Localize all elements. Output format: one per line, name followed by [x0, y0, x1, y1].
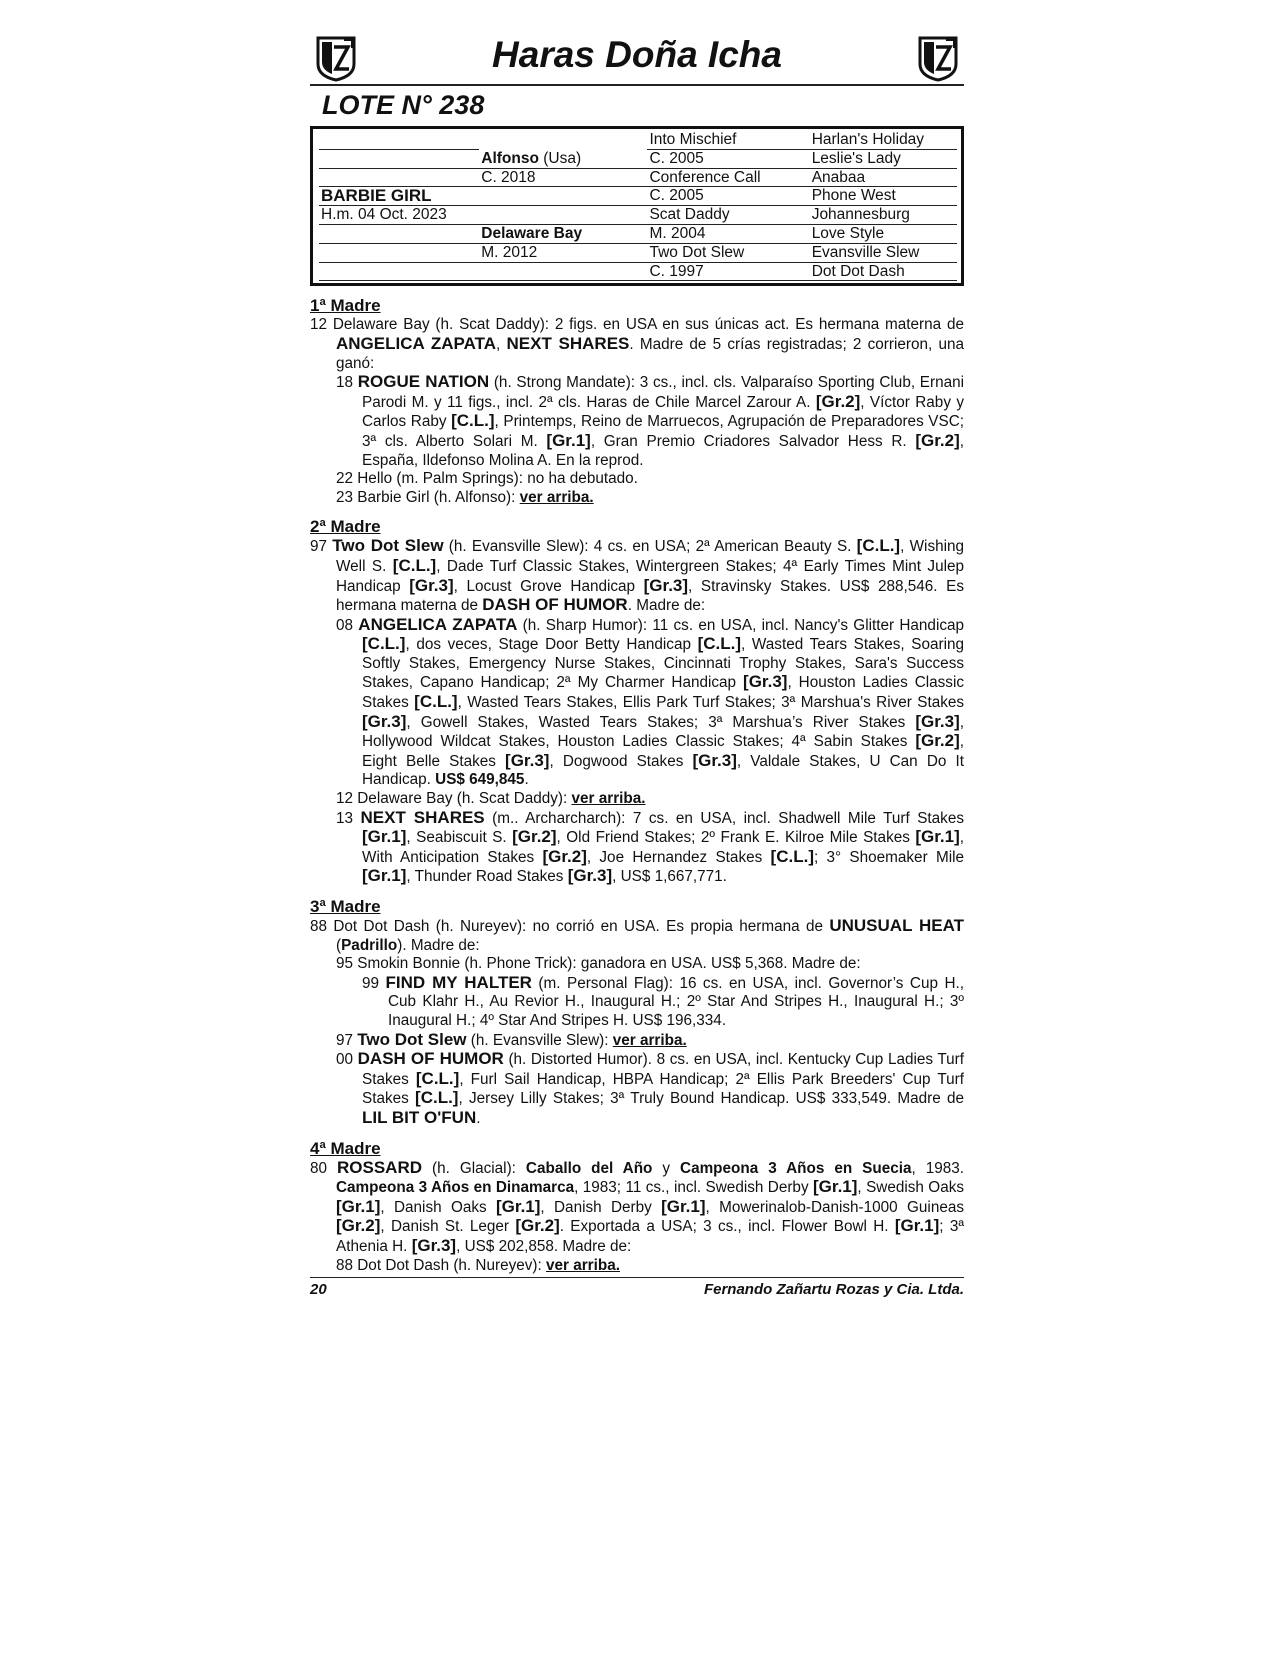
text: , Danish Oaks — [380, 1198, 497, 1216]
grade-badge: [C.L.] — [451, 411, 495, 431]
text: , Jersey Lilly Stakes; 3ª Truly Bound Handicap. US$ 333,549. Madre de — [458, 1090, 965, 1108]
pedigree-cell: Two Dot Slew — [647, 244, 809, 263]
text: , Houston Ladies Classic Stakes — [362, 674, 964, 712]
grade-badge: [Gr.1] — [362, 866, 407, 886]
see-above-reference: ver arriba. — [571, 790, 646, 808]
pedigree-cell: Scat Daddy — [647, 206, 809, 225]
horse-name: UNUSUAL HEAT — [829, 916, 964, 935]
see-above-reference: ver arriba. — [546, 1256, 620, 1274]
text: , US$ 1,667,771. — [612, 868, 727, 886]
text: (h. Distorted Humor). 8 cs. en USA, incl. Kentucky Cup Ladies Turf Stakes — [362, 1051, 964, 1088]
text: . Madre de: — [627, 597, 706, 615]
see-above-reference: ver arriba. — [519, 488, 594, 506]
text: 12 Delaware Bay (h. Scat Daddy): — [336, 790, 572, 808]
pedigree-cell — [319, 263, 479, 282]
pedigree-cell: Conference Call — [647, 169, 809, 188]
dam-name: Delaware Bay — [479, 225, 647, 244]
horse-name: DASH OF HUMOR — [482, 595, 628, 615]
text: , — [496, 335, 507, 353]
pedigree-cell: C. 2005 — [647, 150, 809, 169]
offspring-entry — [336, 1050, 964, 1128]
grade-badge: [Gr.3] — [743, 672, 788, 692]
horse-name: Two Dot Slew — [332, 536, 444, 556]
grade-badge: [Gr.1] — [661, 1196, 706, 1216]
text: , Eight Belle Stakes — [362, 733, 964, 770]
offspring-entry — [336, 616, 964, 790]
pedigree-cell — [479, 187, 647, 206]
grade-badge: [C.L.] — [415, 1068, 460, 1088]
text: 97 — [336, 1031, 358, 1049]
see-above-reference: ver arriba. — [612, 1031, 687, 1049]
grade-badge: [Gr.2] — [542, 846, 587, 866]
text: , Danish St. Leger — [380, 1218, 516, 1236]
pedigree-cell: Johannesburg — [810, 206, 957, 225]
lot-number: LOTE N° 238 — [322, 90, 485, 120]
pedigree-cell: C. 1997 — [647, 263, 809, 282]
pedigree-cell — [479, 206, 647, 225]
text: , Joe Hernandez Stakes — [586, 848, 771, 866]
offspring-entry — [336, 1257, 964, 1276]
pedigree-cell — [319, 169, 479, 188]
text: (h. Evansville Slew): 4 cs. en USA; 2ª American Beauty S. — [443, 538, 857, 556]
text: , Dade Turf Classic Stakes, Wintergreen Stakes; 4ª Early Times Mint Julep Handicap — [336, 557, 964, 595]
section-third-dam — [310, 897, 964, 1129]
horse-name: NEXT SHARES — [360, 807, 485, 827]
text: , Mowerinalob-Danish-1000 Guineas — [705, 1198, 964, 1216]
text: , Printemps, Reino de Marruecos, Agrupación de Preparadores VSC; 3ª cls. Alberto Solari M. — [362, 413, 965, 450]
pedigree-row — [319, 263, 957, 282]
text: (h. Sharp Humor): 11 cs. en USA, incl. Nancy's Glitter Handicap — [517, 616, 965, 634]
sire-cell — [479, 150, 647, 169]
pedigree-cell: Leslie's Lady — [810, 150, 957, 169]
text: . — [476, 1109, 481, 1127]
horse-name: Two Dot Slew — [357, 1029, 467, 1049]
pedigree-row — [319, 225, 957, 244]
horse-name: ANGELICA ZAPATA — [336, 333, 496, 353]
dam-entry — [310, 917, 964, 955]
grade-badge: [Gr.3] — [692, 750, 737, 770]
offspring-entry — [336, 489, 964, 508]
text: (m.. Archarcharch): 7 cs. en USA, incl. Shadwell Mile Turf Stakes — [484, 809, 964, 827]
pedigree-cell: Evansville Slew — [810, 244, 957, 263]
offspring-entry — [336, 790, 964, 809]
sire-name: Alfonso — [481, 149, 539, 167]
championship-title: Caballo del Año — [525, 1159, 653, 1177]
dam-entry — [310, 316, 964, 373]
grade-badge: [Gr.3] — [409, 575, 454, 595]
text: . Exportada a USA; 3 cs., incl. Flower Bowl H. — [559, 1218, 895, 1236]
text: , US$ 202,858. Madre de: — [456, 1237, 632, 1255]
section-title: 3ª Madre — [310, 897, 381, 916]
pedigree-cell: Phone West — [810, 187, 957, 206]
pedigree-cell: M. 2004 — [647, 225, 809, 244]
grade-badge: [Gr.1] — [336, 1196, 381, 1216]
grade-badge: [Gr.3] — [567, 866, 613, 886]
text: 13 — [336, 809, 361, 827]
pedigree-cell — [319, 150, 479, 169]
horse-name: NEXT SHARES — [506, 333, 630, 353]
horse-name: ANGELICA ZAPATA — [358, 614, 518, 634]
text: , Old Friend Stakes; 2º Frank E. Kilroe Mile Stakes — [556, 829, 916, 847]
pedigree-cell — [479, 131, 647, 150]
pedigree-row — [319, 131, 957, 150]
page-header — [310, 30, 964, 86]
pedigree-cell — [479, 263, 647, 282]
pedigree-cell — [319, 244, 479, 263]
text: , Seabiscuit S. — [406, 829, 513, 847]
text: , With Anticipation Stakes — [362, 829, 965, 866]
text: . — [524, 771, 529, 789]
text: (h. Strong Mandate): 3 cs., incl. cls. Valparaíso Sporting Club, Ernani Parodi M. y 11 figs., incl. 2ª cls. Haras de Chile Marcel Zarour A. — [362, 374, 964, 411]
dam-entry — [310, 537, 964, 615]
text: ). Madre de: — [397, 936, 480, 954]
horse-name: BARBIE GIRL — [319, 187, 479, 206]
section-title: 2ª Madre — [310, 517, 381, 537]
horse-name: ROGUE NATION — [357, 372, 490, 392]
text: , Furl Sail Handicap, HBPA Handicap; 2ª Ellis Park Breeders' Cup Turf Stakes — [362, 1070, 965, 1108]
earnings: US$ 649,845 — [435, 771, 525, 789]
text: , Stravinsky Stakes. US$ 288,546. Es hermana materna de — [336, 577, 964, 615]
grade-badge: [Gr.2] — [336, 1216, 381, 1236]
text: , Thunder Road Stakes — [406, 868, 568, 886]
pedigree-cell: Harlan's Holiday — [810, 131, 957, 150]
text: 80 — [310, 1159, 337, 1177]
grade-badge: [Gr.1] — [362, 827, 407, 847]
section-second-dam — [310, 517, 964, 887]
pedigree-row — [319, 187, 957, 206]
grade-badge: [C.L.] — [697, 634, 742, 654]
text: , Swedish Oaks — [857, 1179, 965, 1197]
dam-entry — [310, 1159, 964, 1257]
text: , Gowell Stakes, Wasted Tears Stakes; 3ª Marshua’s River Stakes — [406, 713, 916, 731]
section-title: 1ª Madre — [310, 296, 381, 316]
grade-badge: [Gr.2] — [815, 391, 861, 411]
text: ( — [336, 936, 342, 954]
horse-name: LIL BIT O'FUN — [362, 1107, 477, 1127]
page-number: 20 — [310, 1281, 327, 1299]
pedigree-cell: C. 2005 — [647, 187, 809, 206]
catalog-page — [310, 30, 964, 1303]
page-footer — [310, 1277, 964, 1303]
section-title: 4ª Madre — [310, 1138, 381, 1158]
offspring-entry — [336, 1031, 964, 1051]
pedigree-cell: Love Style — [810, 225, 957, 244]
offspring-entry: 95 Smokin Bonnie (h. Phone Trick): ganadora en USA. US$ 5,368. Madre de: — [336, 955, 861, 973]
text: , 1983; 11 cs., incl. Swedish Derby — [574, 1179, 814, 1197]
text: , 1983. — [911, 1159, 965, 1177]
section-fourth-dam — [310, 1139, 964, 1276]
grade-badge: [Gr.1] — [894, 1216, 940, 1236]
pedigree-table — [310, 126, 964, 286]
grade-badge: [Gr.1] — [915, 827, 960, 847]
pedigree-row — [319, 169, 957, 188]
horse-birth: H.m. 04 Oct. 2023 — [319, 206, 479, 225]
company-name: Fernando Zañartu Rozas y Cia. Ltda. — [703, 1281, 964, 1299]
grade-badge: [Gr.2] — [515, 1216, 560, 1236]
text: , dos veces, Stage Door Betty Handicap — [405, 636, 698, 654]
grade-badge: [Gr.1] — [546, 430, 591, 450]
offspring-entry — [336, 809, 964, 887]
championship-title: Campeona 3 Años en Dinamarca — [336, 1179, 575, 1197]
text: , Valdale Stakes, U Can Do It Handicap. — [362, 752, 965, 789]
grade-badge: [Gr.3] — [915, 711, 960, 731]
text: 08 — [336, 616, 359, 634]
section-first-dam — [310, 296, 964, 507]
pedigree-row — [319, 150, 957, 169]
grade-badge: [Gr.3] — [411, 1235, 457, 1255]
grade-badge: [Gr.1] — [496, 1196, 541, 1216]
text: , Víctor Raby y Carlos Raby — [362, 393, 964, 431]
horse-name: ROSSARD — [337, 1157, 423, 1177]
horse-name: FIND MY HALTER — [385, 972, 532, 992]
text: 00 — [336, 1051, 358, 1069]
sire-origin: (Usa) — [538, 149, 582, 167]
grade-badge: [Gr.2] — [915, 430, 960, 450]
text: , Wasted Tears Stakes, Soaring Softly Stakes, Emergency Nurse Stakes, Cincinnati Trophy Stakes, Sara's Success Stakes, Capano Handicap; 2ª My Charmer Handicap — [362, 636, 964, 692]
text: 12 Delaware Bay (h. Scat Daddy): 2 figs. en USA en sus únicas act. Es hermana materna de — [310, 316, 964, 334]
grade-badge: [Gr.3] — [505, 750, 550, 770]
championship-title: Campeona 3 Años en Suecia — [680, 1159, 912, 1177]
grade-badge: [Gr.3] — [362, 711, 407, 731]
offspring-entry: 22 Hello (m. Palm Springs): no ha debutado. — [336, 470, 638, 488]
z-shield-logo-icon — [916, 34, 960, 82]
text: 18 — [336, 374, 358, 392]
pedigree-row — [319, 206, 957, 225]
offspring-entry — [362, 974, 964, 1031]
text: , Hollywood Wildcat Stakes, Houston Ladies Classic Stakes; 4ª Sabin Stakes — [362, 713, 964, 751]
text: , Gran Premio Criadores Salvador Hess R. — [590, 432, 916, 450]
stallion-note: Padrillo — [341, 936, 398, 954]
pedigree-cell: Into Mischief — [647, 131, 809, 150]
grade-badge: [C.L.] — [392, 555, 437, 575]
text: y — [652, 1159, 681, 1177]
text: ; 3ª Athenia H. — [336, 1218, 964, 1255]
horse-name: DASH OF HUMOR — [357, 1049, 504, 1069]
grade-badge: [Gr.3] — [643, 575, 689, 595]
text: 88 Dot Dot Dash (h. Nureyev): no corrió en USA. Es propia hermana de — [310, 918, 830, 935]
grade-badge: [C.L.] — [415, 1088, 459, 1108]
grade-badge: [Gr.1] — [813, 1177, 858, 1197]
pedigree-cell — [319, 131, 479, 150]
pedigree-cell: Anabaa — [810, 169, 957, 188]
grade-badge: [C.L.] — [414, 692, 458, 712]
grade-badge: [C.L.] — [770, 846, 814, 866]
header-title: Haras Doña Icha — [492, 34, 782, 75]
text: 97 — [310, 538, 333, 556]
text: , Dogwood Stakes — [549, 752, 693, 770]
text: 88 Dot Dot Dash (h. Nureyev): — [336, 1256, 546, 1274]
pedigree-cell: M. 2012 — [479, 244, 647, 263]
grade-badge: [Gr.2] — [512, 827, 557, 847]
grade-badge: [Gr.2] — [915, 731, 960, 751]
grade-badge: [C.L.] — [856, 536, 901, 556]
text: 23 Barbie Girl (h. Alfonso): — [336, 488, 520, 506]
text: (m. Personal Flag): 16 cs. en USA, incl. Governor’s Cup H., Cub Klahr H., Au Revior H., Inaugural H.; 2º Star And Stripes H., Inaugural H.; 3º Inaugural H.; 4º Star And Stripes H. US$ 196,334. — [388, 974, 964, 1029]
grade-badge: [C.L.] — [362, 634, 406, 654]
text: , Wishing Well S. — [336, 538, 965, 575]
text: , Wasted Tears Stakes, Ellis Park Turf Stakes; 3ª Marshua's River Stakes — [457, 694, 965, 712]
text: , Danish Derby — [540, 1198, 662, 1216]
pedigree-cell: C. 2018 — [479, 169, 647, 188]
text: , España, Ildefonso Molina A. En la reprod. — [362, 432, 964, 469]
offspring-entry — [336, 373, 964, 470]
text: (h. Evansville Slew): — [466, 1031, 613, 1049]
text: (h. Glacial): — [422, 1159, 526, 1177]
text: 99 — [362, 974, 386, 992]
pedigree-cell: Dot Dot Dash — [810, 263, 957, 282]
pedigree-row — [319, 244, 957, 263]
pedigree-cell — [319, 225, 479, 244]
text: . Madre de 5 crías registradas; 2 corrieron, una ganó: — [336, 335, 964, 372]
text: ; 3° Shoemaker Mile — [813, 848, 964, 866]
text: , Locust Grove Handicap — [453, 577, 644, 595]
